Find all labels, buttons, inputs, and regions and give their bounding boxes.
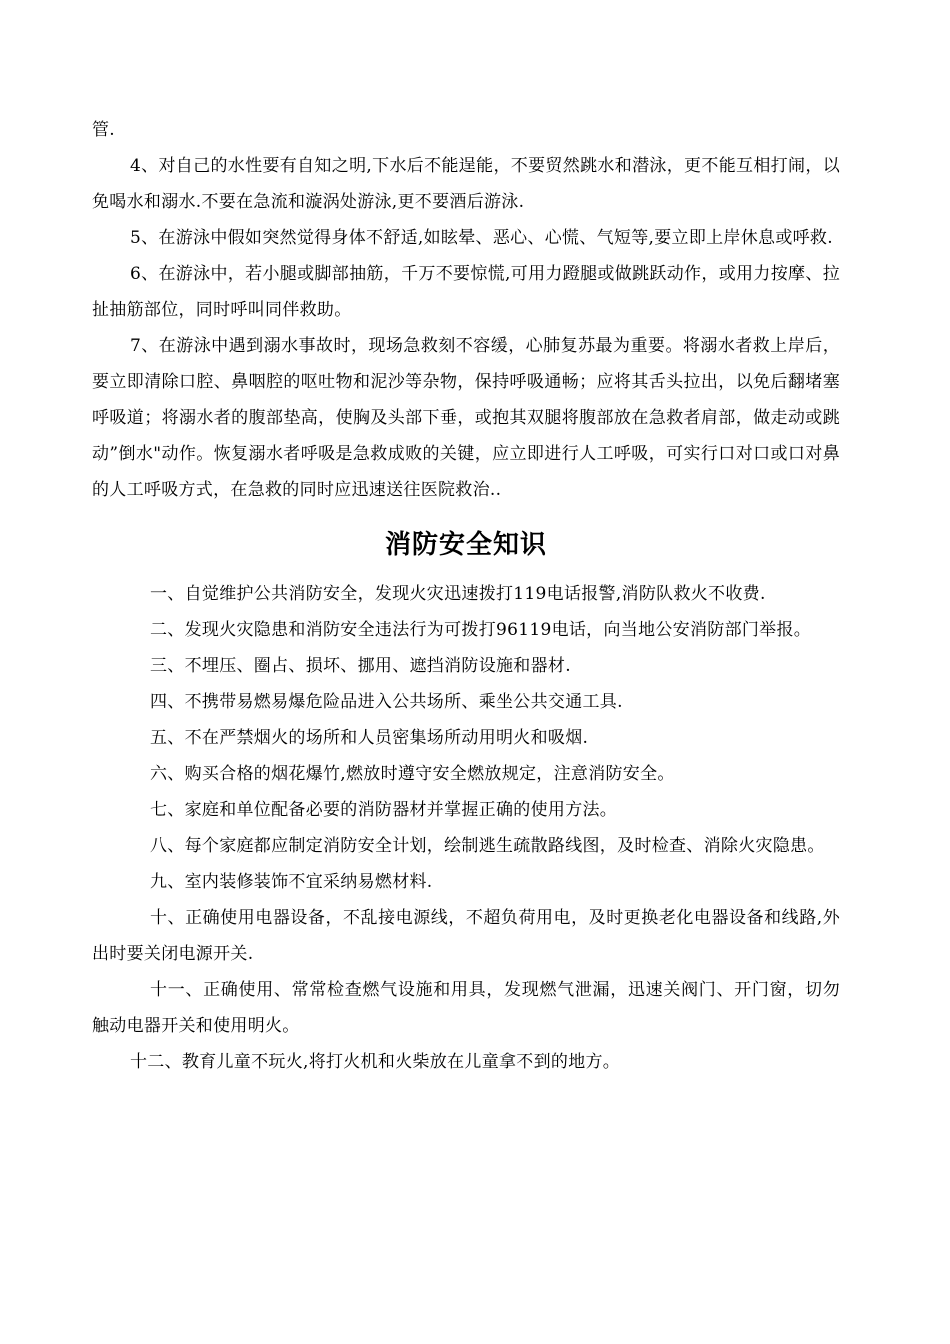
swim-tip-5: 5、在游泳中假如突然觉得身体不舒适,如眩晕、恶心、心慌、气短等,要立即上岸休息或呼救.: [130, 228, 833, 248]
fire-tip-2: 二、发现火灾隐患和消防安全违法行为可拨打96119电话，向当地公安消防部门举报。: [150, 620, 812, 640]
swim-tip-4: 4、对自己的水性要有自知之明,下水后不能逞能，不要贸然跳水和潜泳，更不能互相打闹，以免喝水和溺水.不要在急流和漩涡处游泳,更不要酒后游泳.: [92, 156, 840, 212]
fire-tip-7: 七、家庭和单位配备必要的消防器材并掌握正确的使用方法。: [150, 800, 618, 820]
fire-tip-9: 九、室内装修装饰不宜采纳易燃材料.: [150, 872, 433, 892]
fire-tip-5: 五、不在严禁烟火的场所和人员密集场所动用明火和吸烟.: [150, 728, 589, 748]
section-title: 消防安全知识: [384, 530, 547, 560]
fire-tip-12: 十二、教育儿童不玩火,将打火机和火柴放在儿童拿不到的地方。: [130, 1052, 621, 1072]
swim-tip-6: 6、在游泳中，若小腿或脚部抽筋，千万不要惊慌,可用力蹬腿或做跳跃动作，或用力按摩、拉扯抽筋部位，同时呼叫同伴救助。: [92, 264, 840, 320]
fire-tip-3: 三、不埋压、圈占、损坏、挪用、遮挡消防设施和器材.: [150, 656, 571, 676]
fire-tip-1: 一、自觉维护公共消防安全，发现火灾迅速拨打119电话报警,消防队救火不收费.: [150, 584, 766, 604]
fire-tip-6: 六、购买合格的烟花爆竹,燃放时遵守安全燃放规定，注意消防安全。: [150, 764, 675, 784]
fire-tip-10: 十、正确使用电器设备，不乱接电源线，不超负荷用电，及时更换老化电器设备和线路,外出时要关闭电源开关.: [92, 908, 840, 964]
fire-tip-11: 十一、正确使用、常常检查燃气设施和用具，发现燃气泄漏，迅速关阀门、开门窗，切勿触动电器开关和使用明火。: [92, 980, 840, 1036]
document-body: [92, 112, 840, 1080]
swim-tip-7: 7、在游泳中遇到溺水事故时，现场急救刻不容缓，心肺复苏最为重要。将溺水者救上岸后，要立即清除口腔、鼻咽腔的呕吐物和泥沙等杂物，保持呼吸通畅；应将其舌头拉出，以免后翻堵塞呼吸道；将溺水者的腹部垫高，使胸及头部下垂，或抱其双腿将腹部放在急救者肩部，做走动或跳动”倒水"动作。恢复溺水者呼吸是急救成败的关键，应立即进行人工呼吸，可实行口对口或口对鼻的人工呼吸方式，在急救的同时应迅速送往医院救治..: [92, 336, 840, 500]
fire-tip-8: 八、每个家庭都应制定消防安全计划，绘制逃生疏散路线图，及时检查、消除火灾隐患。: [150, 836, 825, 856]
paragraph-continuation: 管.: [92, 120, 116, 140]
fire-tip-4: 四、不携带易燃易爆危险品进入公共场所、乘坐公共交通工具.: [150, 692, 623, 712]
